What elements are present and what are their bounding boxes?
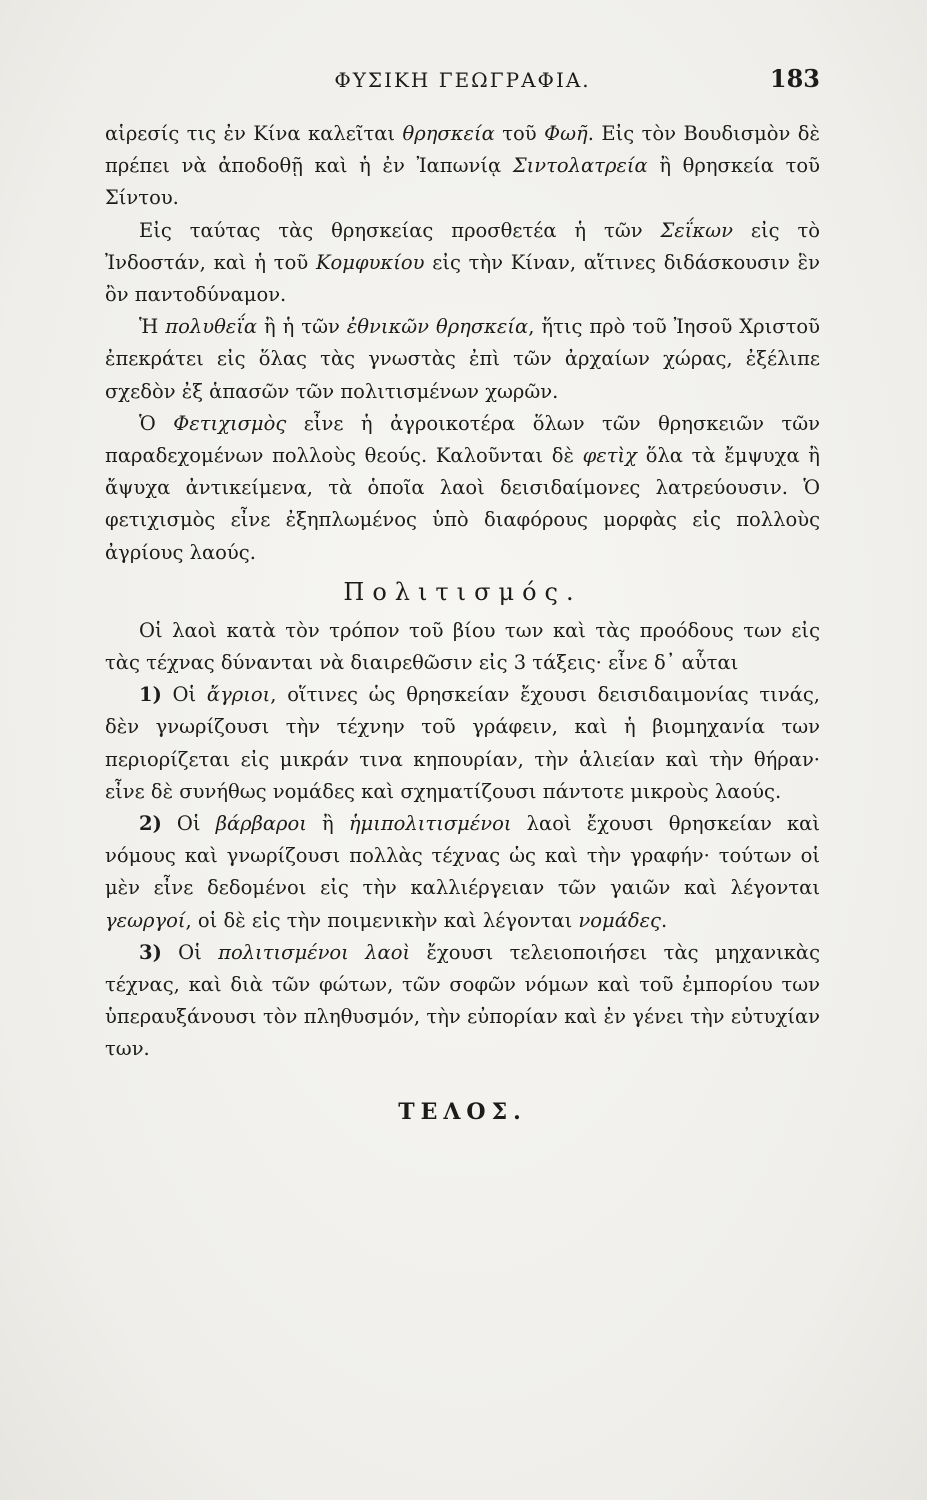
list-item-savages (105, 679, 820, 808)
item-number: 2) (139, 812, 162, 836)
text-run: Ἡ (139, 315, 166, 339)
page-body (105, 118, 820, 1128)
text-run: ἢ ἡ τῶν (257, 315, 347, 339)
end-mark: ΤΕΛΟΣ. (398, 1098, 527, 1125)
paragraph-sikhs-confucius (105, 215, 820, 312)
italic-term: πολυθεΐα (165, 315, 258, 339)
italic-term: ἄγριοι (206, 683, 271, 707)
text-run: . (660, 908, 668, 932)
italic-term: πολιτισμένοι λαοὶ (218, 940, 411, 964)
italic-term: βάρβαροι (215, 812, 307, 836)
page-header (105, 64, 820, 100)
text-run: Ὁ (139, 411, 174, 435)
italic-term: γεωργοί (105, 908, 186, 932)
section-heading: Πολιτισμός. (343, 577, 582, 606)
text-run: εἰς τὸ Ἰνδοστάν, καὶ ἡ τοῦ (105, 218, 820, 274)
italic-term: Σεΐκων (660, 218, 733, 242)
text-run: λαοὶ ἔχουσι θρησκείαν καὶ νόμους καὶ γνωρίζουσι πολλὰς τέχνας ὡς καὶ τὴν γραφήν· τούτων οἱ μὲν εἶνε δεδομένοι εἰς τὴν καλλιέργειαν τῶν γαιῶν καὶ λέγονται (105, 812, 820, 900)
italic-term: Φετιχισμὸς (173, 411, 287, 435)
page-number: 183 (769, 64, 820, 93)
text-run: , ἥτις πρὸ τοῦ Ἰησοῦ Χριστοῦ ἐπεκράτει εἰς ὅλας τὰς γνωστὰς ἐπὶ τῶν ἀρχαίων χώρας, ἐξέλιπε σχεδὸν ἐξ ἁπασῶν τῶν πολιτισμένων χωρῶν. (105, 315, 820, 403)
text-run: ὅλα τὰ ἔμψυχα ἢ ἄψυχα ἀντικείμενα, τὰ ὁποῖα λαοὶ δεισιδαίμονες λατρεύουσιν. Ὁ φετιχισμὸς εἶνε ἐξηπλωμένος ὑπὸ διαφόρους μορφὰς εἰς πολλοὺς ἀγρίους λαούς. (105, 444, 820, 564)
section-intro: Οἱ λαοὶ κατὰ τὸν τρόπον τοῦ βίου των καὶ τὰς προόδους των εἰς τὰς τέχνας δύνανται νὰ διαιρεθῶσιν εἰς 3 τάξεις· εἶνε δ᾽ αὗται (105, 618, 820, 675)
italic-term: θρησκεία (402, 122, 495, 145)
text-run: ἢ (306, 812, 349, 836)
paragraph-fetishism (105, 408, 820, 569)
italic-term: Σιντολατρεία (512, 154, 648, 178)
list-item-barbarians (105, 808, 820, 937)
italic-term: ἐθνικῶν θρησκεία (346, 315, 529, 339)
text-run: τοῦ (494, 122, 545, 145)
text-run: Οἱ (161, 683, 207, 707)
item-number: 3) (139, 940, 162, 964)
text-run: ἢ θρησκεία τοῦ Σίντου. (105, 154, 821, 210)
italic-term: ἡμιπολιτισμένοι (348, 812, 512, 836)
text-run: Οἱ (161, 940, 219, 964)
text-run: Οἱ (161, 812, 216, 836)
text-run: εἰς τὴν Κίναν, αἵτινες διδάσκουσιν ἓν ὂν παντοδύναμον. (105, 250, 820, 307)
text-run: Εἰς ταύτας τὰς θρησκείας προσθετέα ἡ τῶν (139, 218, 661, 242)
italic-term: φετὶχ (582, 444, 637, 468)
text-run: . Εἰς τὸν Βουδισμὸν δὲ πρέπει νὰ ἀποδοθῇ καὶ ἡ ἐν Ἰαπωνίᾳ (105, 122, 820, 178)
text-run: , οἵτινες ὡς θρησκείαν ἔχουσι δεισιδαιμονίας τινάς, δὲν γνωρίζουσι τὴν τέχνην τοῦ γράφειν, καὶ ἡ βιομηχανία των περιορίζεται εἰς μικράν τινα κηπουρίαν, τὴν ἁλιείαν καὶ τὴν θήραν· εἶνε δὲ συνήθως νομάδες καὶ σχηματίζουσι πάντοτε μικροὺς λαούς. (105, 683, 820, 803)
item-number: 1) (139, 683, 162, 707)
text-run: , οἱ δὲ εἰς τὴν ποιμενικὴν καὶ λέγονται (185, 908, 579, 932)
running-title: ΦΥΣΙΚΗ ΓΕΩΓΡΑΦΙΑ. (334, 68, 591, 92)
list-item-civilized (105, 937, 820, 1066)
text-run: εἶνε ἡ ἀγροικοτέρα ὅλων τῶν θρησκειῶν τῶν παραδεχομένων πολλοὺς θεούς. Καλοῦνται δὲ (105, 411, 820, 468)
italic-term: Φωῆ (544, 122, 588, 145)
paragraph-buddhism (105, 118, 820, 215)
text-run: αἱρεσίς τις ἐν Κίνα καλεῖται (105, 122, 403, 145)
italic-term: Κομφυκίου (315, 250, 425, 274)
paragraph-polytheism (105, 311, 820, 408)
text-run: ἔχουσι τελειοποιήσει τὰς μηχανικὰς τέχνας, καὶ διὰ τῶν φώτων, τῶν σοφῶν νόμων καὶ τοῦ ἐμπορίου των ὑπεραυξάνουσι τὸν πληθυσμόν, τὴν εὐπορίαν καὶ ἐν γένει τὴν εὐτυχίαν των. (105, 940, 821, 1061)
italic-term: νομάδες (578, 908, 661, 932)
